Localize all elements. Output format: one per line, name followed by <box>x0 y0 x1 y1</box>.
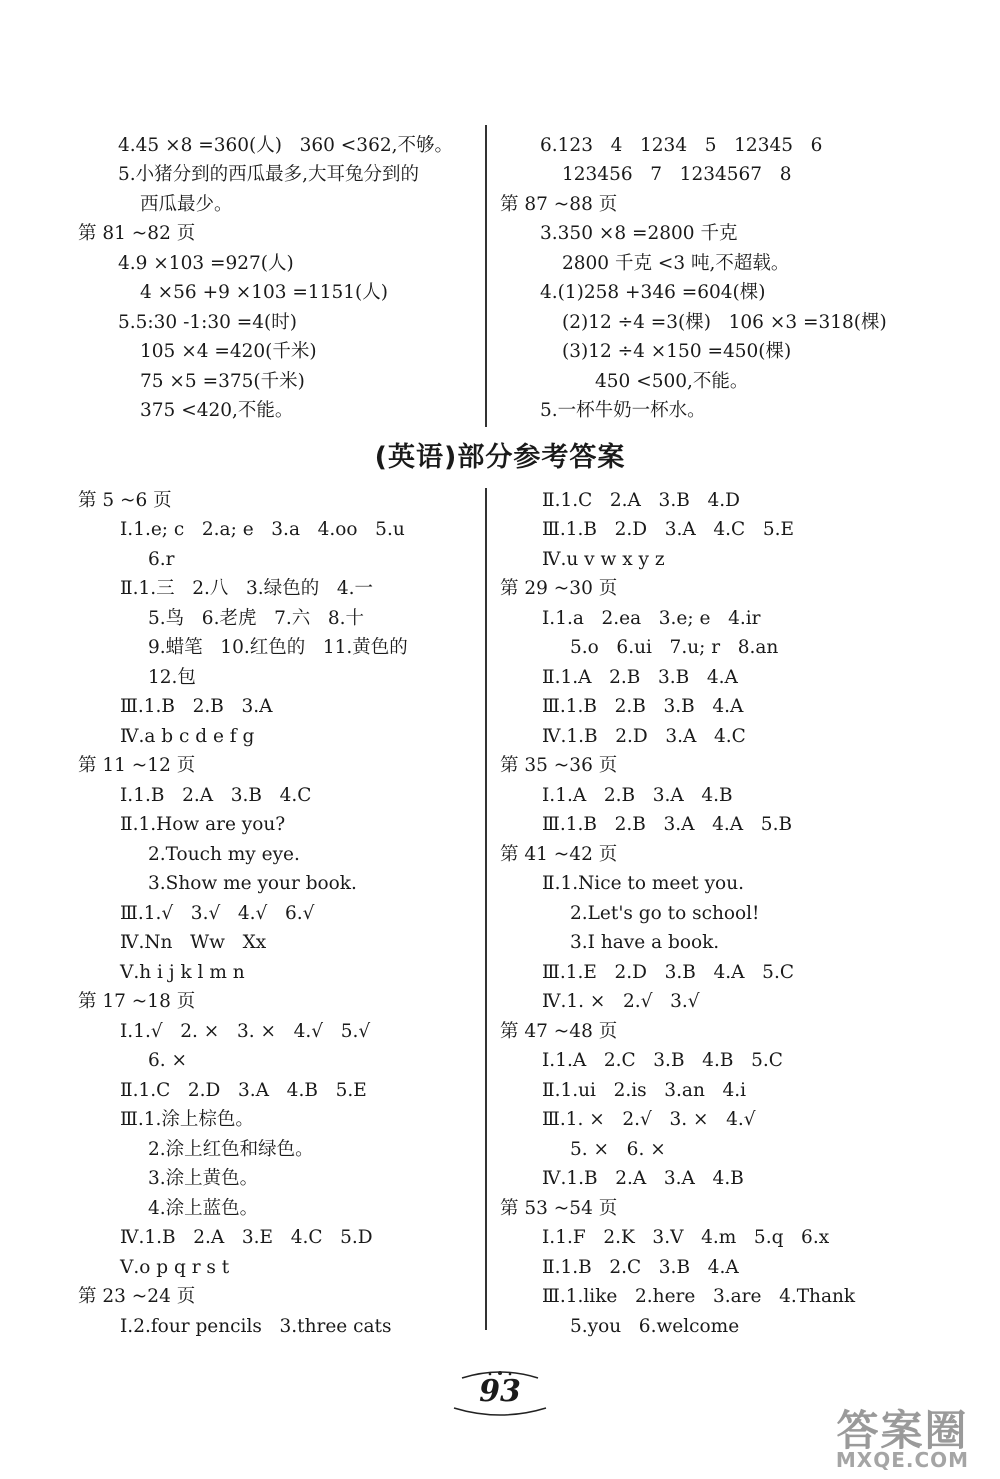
answer-line: 4.涂上蓝色。 <box>148 1198 259 1219</box>
math-line: 5.5:30 -1:30 =4(时) <box>118 312 297 333</box>
answer-line: Ⅰ.1.F 2.K 3.V 4.m 5.q 6.x <box>542 1227 830 1248</box>
page-heading: 第 87 ~88 页 <box>500 194 618 215</box>
page-heading: 第 53 ~54 页 <box>500 1198 618 1219</box>
answer-line: Ⅱ.1.B 2.C 3.B 4.A <box>542 1257 739 1278</box>
page-heading: 第 17 ~18 页 <box>78 991 196 1012</box>
answer-line: Ⅱ.1.三 2.八 3.绿色的 4.一 <box>120 578 373 599</box>
math-line: 5.小猪分到的西瓜最多,大耳兔分到的 <box>118 164 420 185</box>
answer-line: Ⅲ.1.B 2.B 3.A 4.A 5.B <box>542 814 793 835</box>
page-number: 93 <box>479 1374 521 1409</box>
math-line: 3.350 ×8 =2800 千克 <box>540 223 738 244</box>
math-line: 6.123 4 1234 5 12345 6 <box>540 135 823 156</box>
answer-line: Ⅰ.1.B 2.A 3.B 4.C <box>120 785 312 806</box>
math-line: (2)12 ÷4 =3(棵) 106 ×3 =318(棵) <box>562 312 887 333</box>
column-divider <box>485 125 487 427</box>
page-heading: 第 11 ~12 页 <box>78 755 196 776</box>
page-heading: 第 47 ~48 页 <box>500 1021 618 1042</box>
answer-line: Ⅴ.o p q r s t <box>120 1257 230 1278</box>
answer-line: 3.I have a book. <box>570 932 720 953</box>
answer-line: Ⅱ.1.C 2.A 3.B 4.D <box>542 490 740 511</box>
answer-line: Ⅲ.1.涂上棕色。 <box>120 1109 254 1130</box>
column-divider <box>485 488 487 1330</box>
answer-line: Ⅱ.1.A 2.B 3.B 4.A <box>542 667 738 688</box>
answer-line: Ⅲ.1.like 2.here 3.are 4.Thank <box>542 1286 856 1307</box>
answer-line: Ⅲ.1.B 2.B 3.B 4.A <box>542 696 744 717</box>
math-line: 105 ×4 =420(千米) <box>140 341 317 362</box>
answer-line: Ⅲ.1.B 2.D 3.A 4.C 5.E <box>542 519 794 540</box>
answer-line: Ⅰ.1.e; c 2.a; e 3.a 4.oo 5.u <box>120 519 405 540</box>
math-line: 4.45 ×8 =360(人) 360 <362,不够。 <box>118 135 453 156</box>
answer-line: Ⅲ.1. × 2.√ 3. × 4.√ <box>542 1109 756 1130</box>
answer-line: Ⅱ.1.C 2.D 3.A 4.B 5.E <box>120 1080 367 1101</box>
answer-line: 6.r <box>148 549 175 570</box>
site-watermark <box>810 1398 995 1476</box>
page-heading: 第 41 ~42 页 <box>500 844 618 865</box>
answer-line: 2.Let's go to school! <box>570 903 760 924</box>
answer-line: Ⅰ.2.four pencils 3.three cats <box>120 1316 392 1337</box>
answer-line: Ⅲ.1.√ 3.√ 4.√ 6.√ <box>120 903 315 924</box>
watermark-url: MXQE.COM <box>835 1448 970 1472</box>
answer-line: Ⅲ.1.B 2.B 3.A <box>120 696 273 717</box>
answer-line: 12.包 <box>148 667 196 688</box>
page-heading: 第 5 ~6 页 <box>78 490 172 511</box>
math-line: (3)12 ÷4 ×150 =450(棵) <box>562 341 792 362</box>
answer-line: 9.蜡笔 10.红色的 11.黄色的 <box>148 637 408 658</box>
page-heading: 第 81 ~82 页 <box>78 223 196 244</box>
answer-line: Ⅳ.1.B 2.D 3.A 4.C <box>542 726 746 747</box>
answer-line: Ⅰ.1.A 2.C 3.B 4.B 5.C <box>542 1050 783 1071</box>
math-line: 4 ×56 +9 ×103 =1151(人) <box>140 282 388 303</box>
answer-line: 5.o 6.ui 7.u; r 8.an <box>570 637 779 658</box>
answer-line: 5. × 6. × <box>570 1139 666 1160</box>
answer-line: Ⅲ.1.E 2.D 3.B 4.A 5.C <box>542 962 794 983</box>
answer-line: 2.Touch my eye. <box>148 844 300 865</box>
math-line: 123456 7 1234567 8 <box>562 164 792 185</box>
math-line: 450 <500,不能。 <box>595 371 749 392</box>
answer-line: Ⅳ.1.B 2.A 3.E 4.C 5.D <box>120 1227 373 1248</box>
answer-line: 5.鸟 6.老虎 7.六 8.十 <box>148 608 365 629</box>
answer-line: 6. × <box>148 1050 188 1071</box>
answer-line: Ⅰ.1.√ 2. × 3. × 4.√ 5.√ <box>120 1021 371 1042</box>
answer-line: Ⅳ.a b c d e f g <box>120 726 255 747</box>
answer-line: Ⅳ.1. × 2.√ 3.√ <box>542 991 700 1012</box>
math-line: 4.9 ×103 =927(人) <box>118 253 294 274</box>
section-title: (英语)部分参考答案 <box>374 442 626 473</box>
answer-line: Ⅰ.1.a 2.ea 3.e; e 4.ir <box>542 608 761 629</box>
page-heading: 第 35 ~36 页 <box>500 755 618 776</box>
page-heading: 第 29 ~30 页 <box>500 578 618 599</box>
math-line: 西瓜最少。 <box>140 194 233 215</box>
page-number-badge <box>440 1368 560 1418</box>
answer-line: Ⅳ.1.B 2.A 3.A 4.B <box>542 1168 744 1189</box>
answer-line: 3.涂上黄色。 <box>148 1168 259 1189</box>
page-heading: 第 23 ~24 页 <box>78 1286 196 1307</box>
watermark-logo-text: 答案圈 <box>836 1406 969 1455</box>
answer-line: Ⅳ.Nn Ww Xx <box>120 932 267 953</box>
math-line: 375 <420,不能。 <box>140 400 294 421</box>
answer-line: 5.you 6.welcome <box>570 1316 740 1337</box>
math-line: 75 ×5 =375(千米) <box>140 371 305 392</box>
answer-line: Ⅱ.1.ui 2.is 3.an 4.i <box>542 1080 747 1101</box>
answer-line: Ⅱ.1.How are you? <box>120 814 286 835</box>
math-line: 2800 千克 <3 吨,不超载。 <box>562 253 790 274</box>
math-line: 4.(1)258 +346 =604(棵) <box>540 282 766 303</box>
math-line: 5.一杯牛奶一杯水。 <box>540 400 706 421</box>
answer-line: Ⅱ.1.Nice to meet you. <box>542 873 744 894</box>
answer-line: Ⅳ.u v w x y z <box>542 549 665 570</box>
answer-line: Ⅰ.1.A 2.B 3.A 4.B <box>542 785 733 806</box>
answer-line: 3.Show me your book. <box>148 873 357 894</box>
answer-line: Ⅴ.h i j k l m n <box>120 962 245 983</box>
answer-line: 2.涂上红色和绿色。 <box>148 1139 314 1160</box>
